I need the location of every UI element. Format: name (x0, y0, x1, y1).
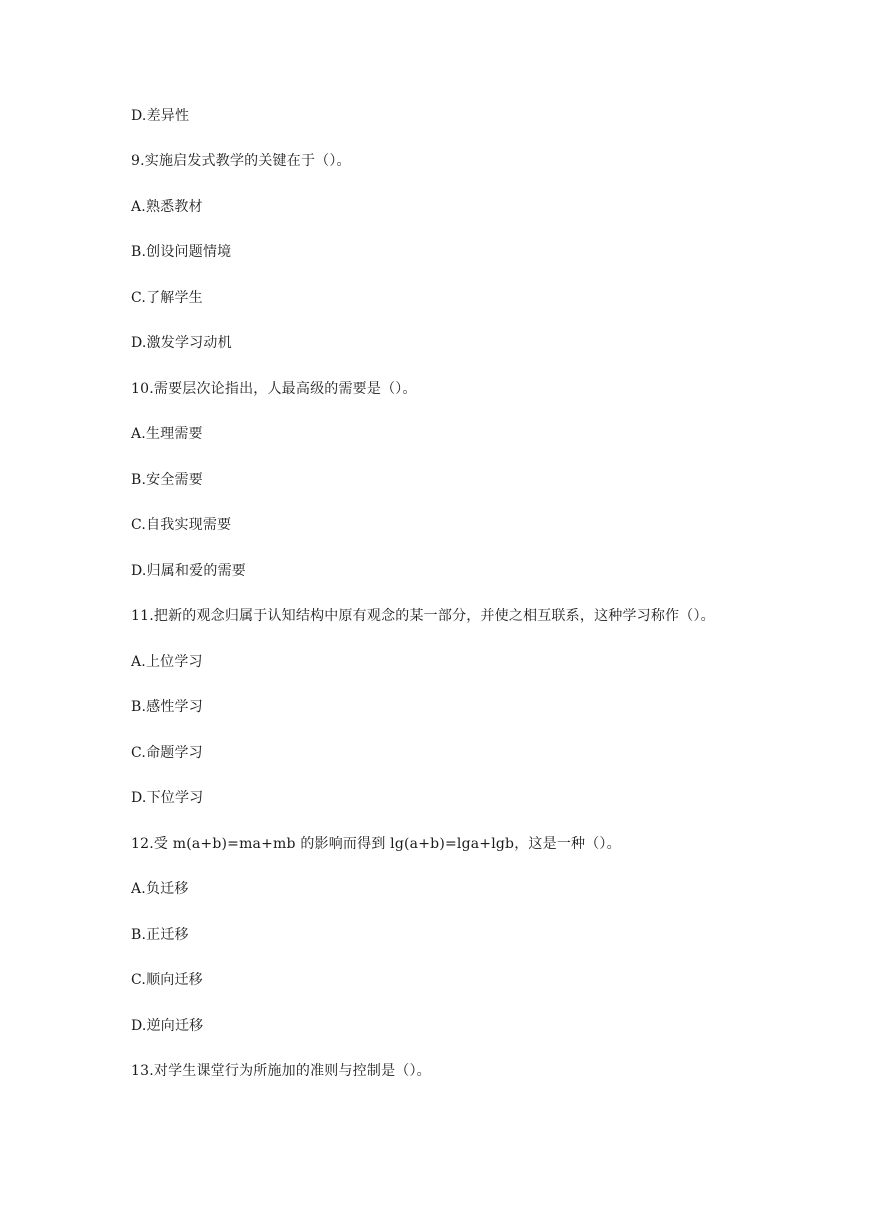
option-12b: B.正迁移 (131, 927, 189, 943)
option-11d: D.下位学习 (131, 790, 204, 806)
option-9c: C.了解学生 (131, 290, 203, 306)
question-13: 13.对学生课堂行为所施加的准则与控制是（）。 (131, 1063, 431, 1079)
option-12a: A.负迁移 (131, 881, 189, 897)
option-11b: B.感性学习 (131, 699, 203, 715)
option-10c: C.自我实现需要 (131, 517, 232, 533)
option-12c: C.顺向迁移 (131, 972, 203, 988)
option-10b: B.安全需要 (131, 472, 203, 488)
question-12: 12.受 m(a+b)=ma+mb 的影响而得到 lg(a+b)=lga+lgb，这是一种（）。 (131, 836, 621, 852)
option-11a: A.上位学习 (131, 654, 203, 670)
question-10: 10.需要层次论指出，人最高级的需要是（）。 (131, 381, 417, 397)
option-10d: D.归属和爱的需要 (131, 563, 246, 579)
option-12d: D.逆向迁移 (131, 1018, 204, 1034)
option-9a: A.熟悉教材 (131, 199, 203, 215)
question-9: 9.实施启发式教学的关键在于（）。 (131, 153, 351, 169)
option-9d: D.激发学习动机 (131, 335, 232, 351)
option-10a: A.生理需要 (131, 426, 203, 442)
option-11c: C.命题学习 (131, 745, 203, 761)
question-11: 11.把新的观念归属于认知结构中原有观念的某一部分，并使之相互联系，这种学习称作（）。 (131, 608, 715, 624)
option-8d: D.差异性 (131, 108, 190, 124)
option-9b: B.创设问题情境 (131, 244, 232, 260)
